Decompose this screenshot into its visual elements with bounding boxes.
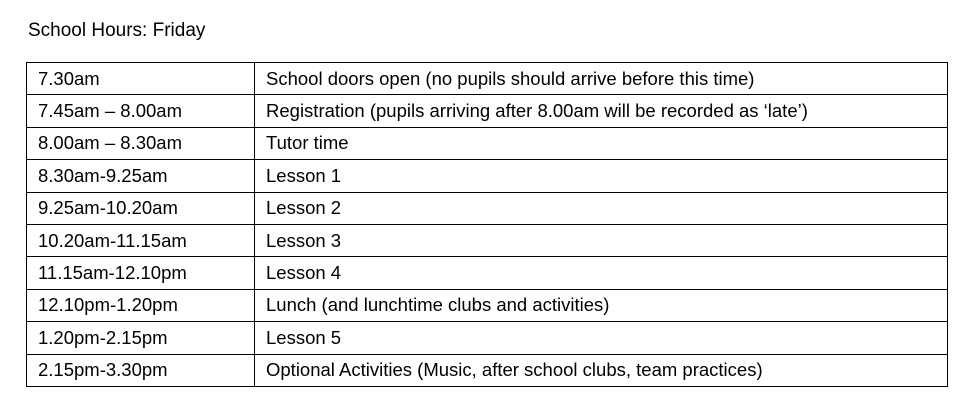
table-row <box>27 63 948 95</box>
time-cell: 7.30am <box>27 63 255 95</box>
table-row <box>27 322 948 354</box>
activity-cell: Lesson 3 <box>255 224 948 256</box>
time-cell: 8.00am – 8.30am <box>27 127 255 159</box>
time-cell: 9.25am-10.20am <box>27 192 255 224</box>
table-row <box>27 354 948 386</box>
activity-cell: Lesson 2 <box>255 192 948 224</box>
activity-cell: Lesson 5 <box>255 322 948 354</box>
table-row <box>27 289 948 321</box>
table-row <box>27 127 948 159</box>
time-cell: 8.30am-9.25am <box>27 160 255 192</box>
time-cell: 11.15am-12.10pm <box>27 257 255 289</box>
activity-cell: School doors open (no pupils should arrive before this time) <box>255 63 948 95</box>
time-cell: 1.20pm-2.15pm <box>27 322 255 354</box>
activity-cell: Tutor time <box>255 127 948 159</box>
table-row <box>27 192 948 224</box>
table-row <box>27 224 948 256</box>
activity-cell: Registration (pupils arriving after 8.00am will be recorded as ‘late’) <box>255 95 948 127</box>
activity-cell: Optional Activities (Music, after school clubs, team practices) <box>255 354 948 386</box>
schedule-table <box>26 62 948 387</box>
page-title: School Hours: Friday <box>28 20 206 41</box>
activity-cell: Lunch (and lunchtime clubs and activities) <box>255 289 948 321</box>
time-cell: 7.45am – 8.00am <box>27 95 255 127</box>
activity-cell: Lesson 1 <box>255 160 948 192</box>
time-cell: 10.20am-11.15am <box>27 224 255 256</box>
activity-cell: Lesson 4 <box>255 257 948 289</box>
table-row <box>27 95 948 127</box>
time-cell: 12.10pm-1.20pm <box>27 289 255 321</box>
time-cell: 2.15pm-3.30pm <box>27 354 255 386</box>
table-row <box>27 257 948 289</box>
table-row <box>27 160 948 192</box>
